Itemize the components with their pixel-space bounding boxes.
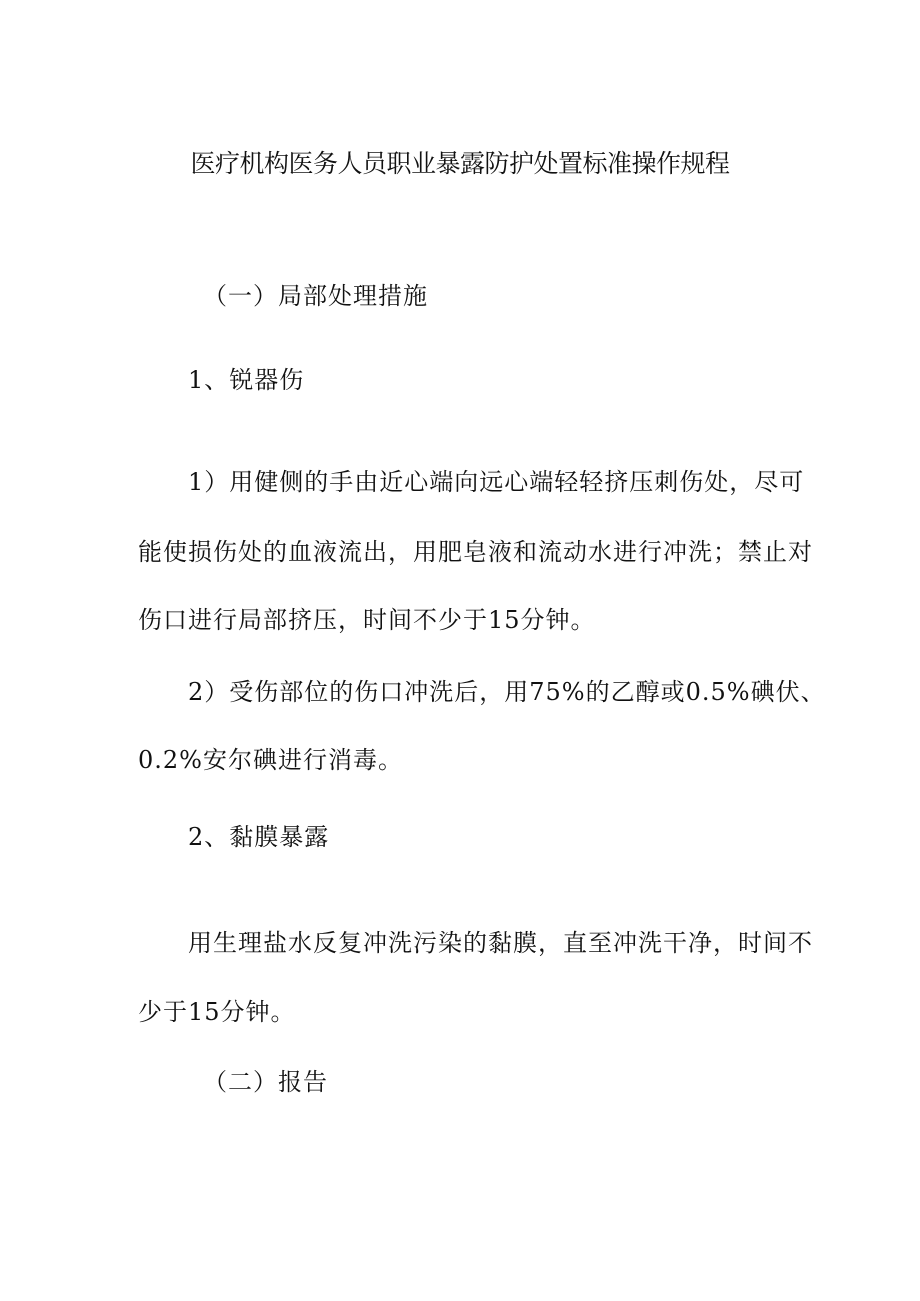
- paragraph-line: 用生理盐水反复冲洗污染的黏膜，直至冲洗干净，时间不: [188, 929, 813, 957]
- section-heading-report: （二）报告: [203, 1068, 328, 1096]
- subheading-sharps-injury: 1、锐器伤: [188, 366, 305, 394]
- paragraph-line: 能使损伤处的血液流出，用肥皂液和流动水进行冲洗；禁止对: [138, 538, 813, 566]
- document-title: 医疗机构医务人员职业暴露防护处置标准操作规程: [190, 149, 730, 178]
- paragraph-line: 伤口进行局部挤压，时间不少于15分钟。: [138, 606, 596, 634]
- paragraph-line: 少于15分钟。: [138, 998, 296, 1026]
- paragraph-line: 2）受伤部位的伤口冲洗后，用75%的乙醇或0.5%碘伏、: [188, 678, 826, 706]
- paragraph-line: 1）用健侧的手由近心端向远心端轻轻挤压刺伤处，尽可: [188, 468, 805, 496]
- section-heading-local-treatment: （一）局部处理措施: [203, 282, 428, 310]
- subheading-mucosa-exposure: 2、黏膜暴露: [188, 823, 330, 851]
- paragraph-line: 0.2%安尔碘进行消毒。: [138, 746, 403, 774]
